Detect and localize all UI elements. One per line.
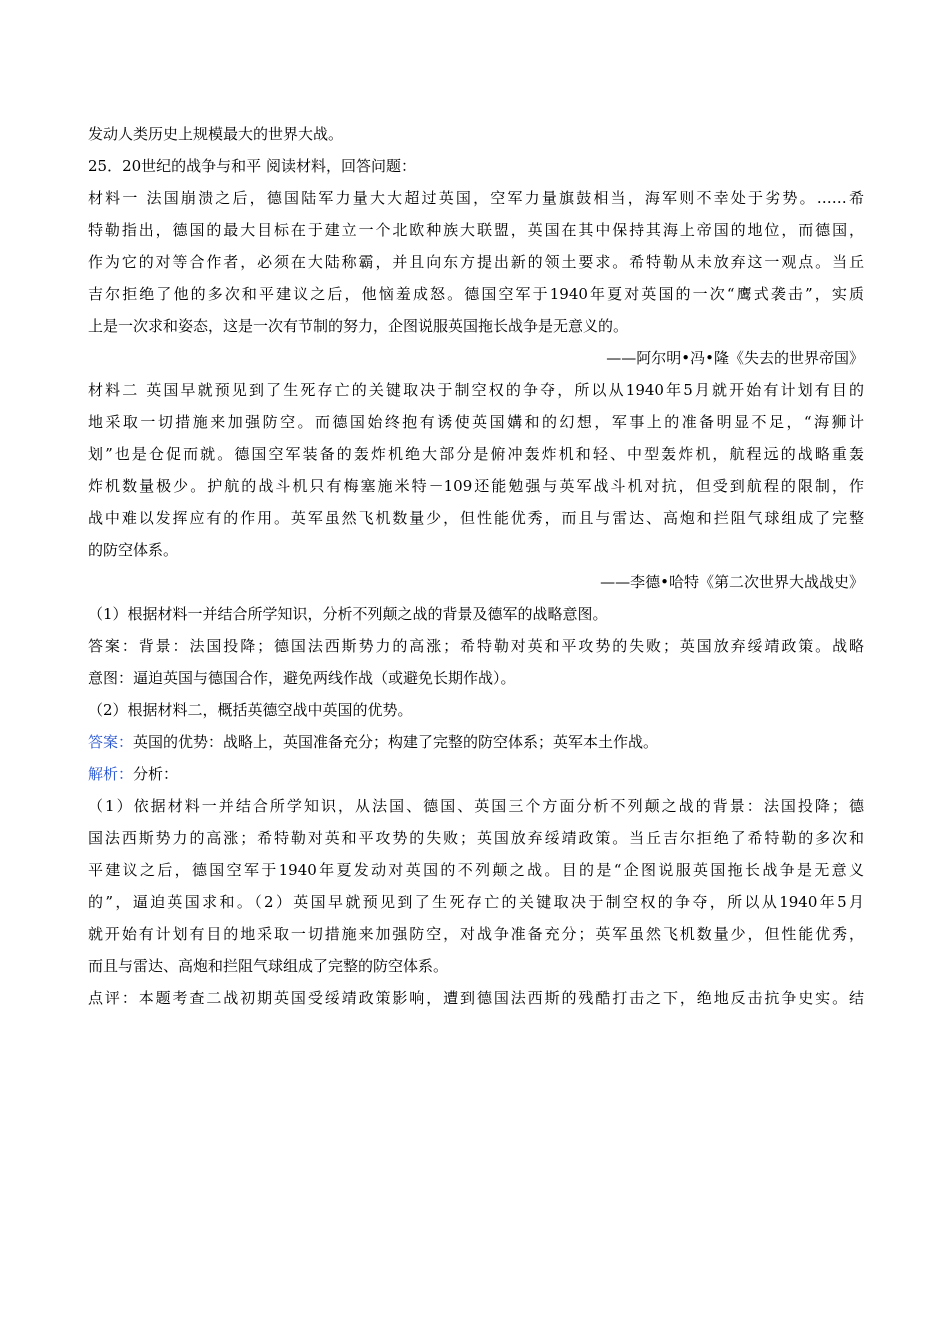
sub-question-2: （2）根据材料二，概括英德空战中英国的优势。 — [88, 701, 413, 719]
analysis-line: 国法西斯势力的高涨；希特勒对英和平攻势的失败；英国放弃绥靖政策。当丘吉尔拒绝了希特勒的多次和 — [88, 829, 864, 847]
analysis-line: （1）依据材料一并结合所学知识，从法国、德国、英国三个方面分析不列颠之战的背景：法国投降；德 — [88, 797, 864, 815]
material-two-line: 地采取一切措施来加强防空。而德国始终抱有诱使英国媾和的幻想，军事上的准备明显不足，“海狮计 — [88, 413, 864, 431]
document-page — [88, 118, 864, 1014]
answer-2-text: 英国的优势：战略上，英国准备充分；构建了完整的防空体系；英军本土作战。 — [133, 733, 659, 751]
material-one-line: 上是一次求和姿态，这是一次有节制的努力，企图说服英国拖长战争是无意义的。 — [88, 317, 629, 335]
material-two-line: 炸机数量极少。护航的战斗机只有梅塞施米特－109还能勉强与英军战斗机对抗，但受到航程的限制，作 — [88, 477, 864, 495]
material-one-source: ——阿尔明•冯•隆《失去的世界帝国》 — [606, 349, 864, 367]
material-two-line: 划”也是仓促而就。德国空军装备的轰炸机绝大部分是俯冲轰炸机和轻、中型轰炸机，航程远的战略重轰 — [88, 445, 864, 463]
material-two-line: 材料二 英国早就预见到了生死存亡的关键取决于制空权的争夺，所以从1940年5月就开始有计划有目的 — [88, 381, 864, 399]
analysis-heading-line — [88, 758, 864, 790]
sub-question-1: （1）根据材料一并结合所学知识，分析不列颠之战的背景及德军的战略意图。 — [88, 605, 608, 623]
analysis-line: 平建议之后，德国空军于1940年夏发动对英国的不列颠之战。目的是“企图说服英国拖长战争是无意义 — [88, 861, 864, 879]
material-two-line: 的防空体系。 — [88, 541, 179, 559]
answer-line: 意图：逼迫英国与德国合作，避免两线作战（或避免长期作战）。 — [88, 669, 516, 687]
analysis-line: 就开始有计划有目的地采取一切措施来加强防空，对战争准备充分；英军虽然飞机数量少，但性能优秀， — [88, 925, 864, 943]
material-one-line: 特勒指出，德国的最大目标在于建立一个北欧种族大联盟，英国在其中保持其海上帝国的地位，而德国， — [88, 221, 864, 239]
question-heading: 25．20世纪的战争与和平 阅读材料，回答问题： — [88, 157, 416, 175]
answer-label: 答案： — [88, 733, 134, 751]
answer-2-line — [88, 726, 864, 758]
analysis-label: 解析： — [88, 765, 134, 783]
analysis-heading-text: 分析： — [133, 765, 179, 783]
material-one-line: 吉尔拒绝了他的多次和平建议之后，他恼羞成怒。德国空军于1940年夏对英国的一次“鹰式袭击”，实质 — [88, 285, 864, 303]
analysis-line: 而且与雷达、高炮和拦阻气球组成了完整的防空体系。 — [88, 957, 449, 975]
comment-line: 点评：本题考查二战初期英国受绥靖政策影响，遭到德国法西斯的残酷打击之下，绝地反击抗争史实。结 — [88, 989, 864, 1007]
material-two-source: ——李德•哈特《第二次世界大战战史》 — [600, 573, 864, 591]
paragraph-line: 发动人类历史上规模最大的世界大战。 — [88, 125, 344, 143]
material-one-line: 作为它的对等合作者，必须在大陆称霸，并且向东方提出新的领土要求。希特勒从未放弃这一观点。当丘 — [88, 253, 864, 271]
material-one-line: 材料一 法国崩溃之后，德国陆军力量大大超过英国，空军力量旗鼓相当，海军则不幸处于劣势。……希 — [88, 189, 864, 207]
answer-line: 答案：背景：法国投降；德国法西斯势力的高涨；希特勒对英和平攻势的失败；英国放弃绥靖政策。战略 — [88, 637, 864, 655]
analysis-line: 的”，逼迫英国求和。（2）英国早就预见到了生死存亡的关键取决于制空权的争夺，所以从1940年5月 — [88, 893, 864, 911]
material-two-line: 战中难以发挥应有的作用。英军虽然飞机数量少，但性能优秀，而且与雷达、高炮和拦阻气球组成了完整 — [88, 509, 864, 527]
